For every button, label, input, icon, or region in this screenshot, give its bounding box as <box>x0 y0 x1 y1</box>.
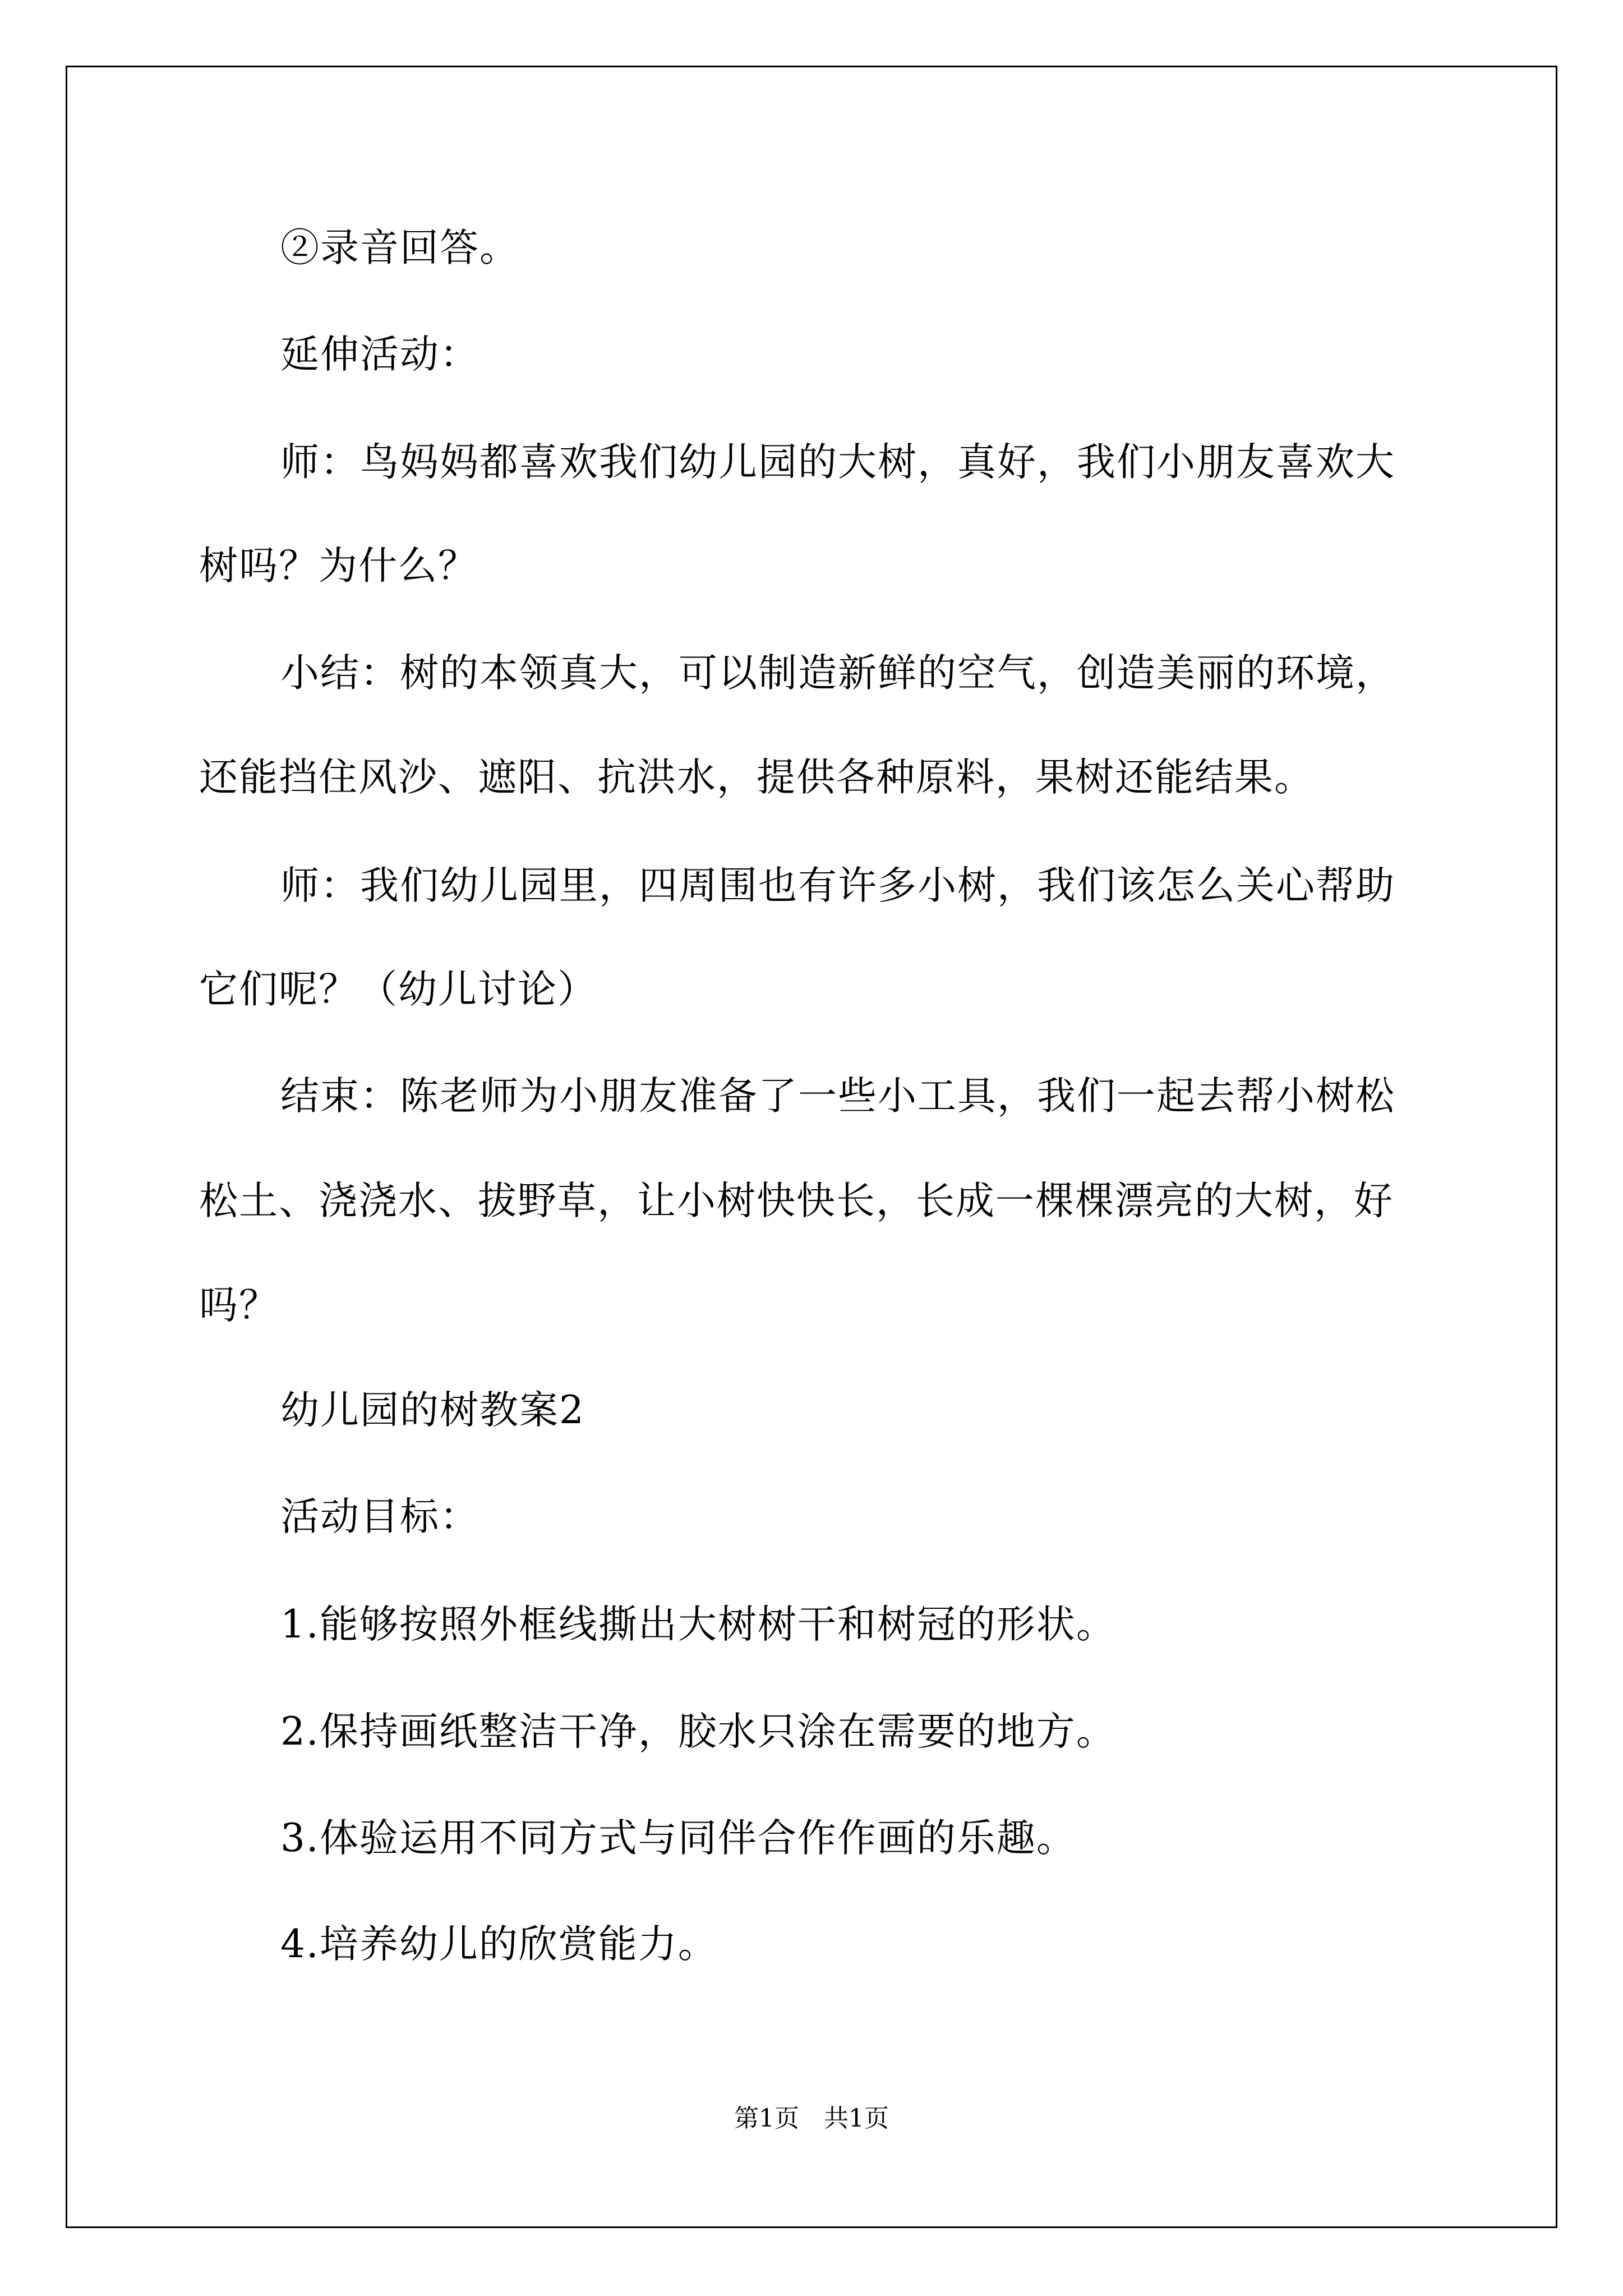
paragraph-teacher-question-line1: 师：鸟妈妈都喜欢我们幼儿园的大树，真好，我们小朋友喜欢大 <box>280 440 1395 485</box>
page-footer: 第1页 共1页 <box>734 2104 889 2133</box>
section-title-lesson-plan-2: 幼儿园的树教案2 <box>280 1388 585 1433</box>
paragraph-teacher-question-line2: 树吗？为什么？ <box>199 544 478 588</box>
goal-item-4: 4.培养幼儿的欣赏能力。 <box>280 1922 718 1967</box>
goal-item-1: 1.能够按照外框线撕出大树树干和树冠的形状。 <box>280 1602 1116 1647</box>
paragraph-teacher-care-line1: 师：我们幼儿园里，四周围也有许多小树，我们该怎么关心帮助 <box>280 863 1395 908</box>
paragraph-ending-line3: 吗？ <box>199 1283 279 1328</box>
paragraph-summary-line2: 还能挡住风沙、遮阳、抗洪水，提供各种原料，果树还能结果。 <box>199 755 1314 800</box>
heading-activity-goals: 活动目标： <box>280 1494 479 1539</box>
goal-item-3: 3.体验运用不同方式与同伴合作作画的乐趣。 <box>280 1816 1076 1861</box>
paragraph-ending-line1: 结束：陈老师为小朋友准备了一些小工具，我们一起去帮小树松 <box>280 1074 1395 1119</box>
goal-item-2: 2.保持画纸整洁干净，胶水只涂在需要的地方。 <box>280 1709 1116 1754</box>
paragraph-ending-line2: 松土、浇浇水、拔野草，让小树快快长，长成一棵棵漂亮的大树，好 <box>199 1179 1394 1223</box>
paragraph-recording-answer: ②录音回答。 <box>280 226 519 270</box>
paragraph-summary-line1: 小结：树的本领真大，可以制造新鲜的空气，创造美丽的环境， <box>280 651 1395 696</box>
paragraph-teacher-care-line2: 它们呢？（幼儿讨论） <box>199 967 597 1012</box>
heading-extension-activity: 延伸活动： <box>280 332 479 377</box>
page-border <box>66 66 1557 2228</box>
